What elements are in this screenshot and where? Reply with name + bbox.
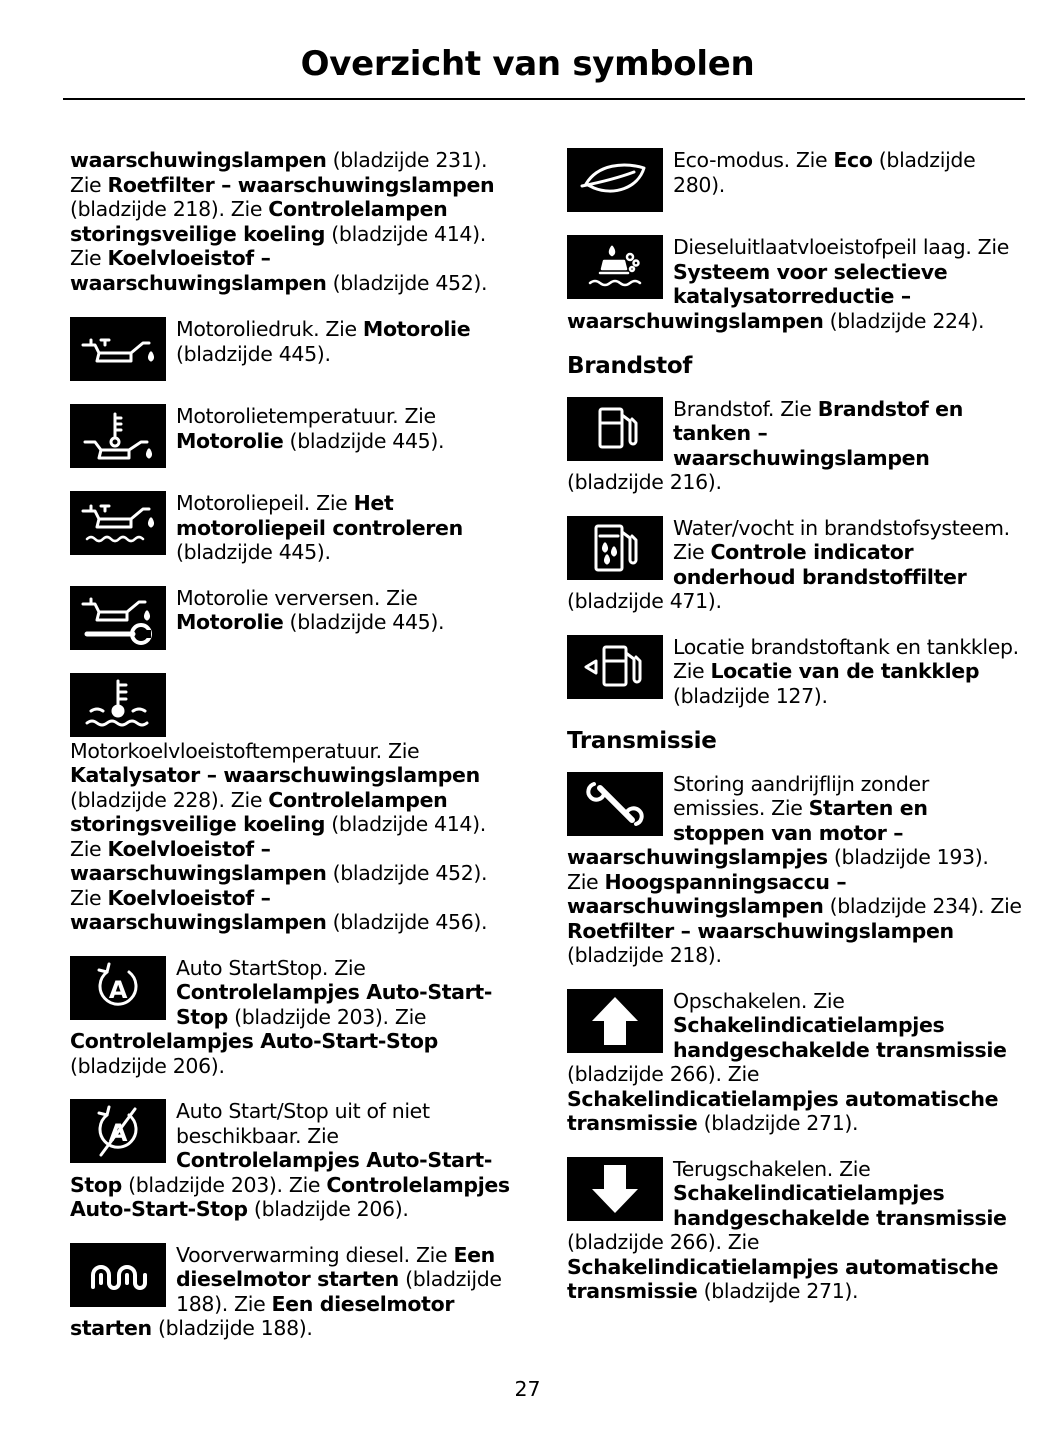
- oil-level-icon: [70, 491, 166, 555]
- symbol-entry-fuel-door: Locatie brandstoftank en tankklep. Zie Locatie van de tankklep (bladzijde 127).: [567, 635, 1022, 709]
- diesel-exhaust-fluid-icon: [567, 235, 663, 299]
- water-in-fuel-icon: [567, 516, 663, 580]
- wrench-icon: [567, 772, 663, 836]
- page-number: 27: [514, 1377, 541, 1401]
- symbol-entry-powertrain-fault: Storing aandrijflijn zonder emissies. Zie Starten en stoppen van motor – waarschuwingslampjes (bladzijde 193). Zie Hoogspanningsaccu – waarschuwingslampen (bladzijde 234). Zie Roetfilter – waarschuwingslampen (bladzijde 218).: [567, 771, 1022, 967]
- section-heading-brandstof: Brandstof: [567, 353, 693, 379]
- symbol-entry-def-low: Dieseluitlaatvloeistofpeil laag. Zie Systeem voor selectieve katalysatorreductie – waarschuwingslampen (bladzijde 224).: [567, 235, 1009, 333]
- symbol-entry-oil-change: Motorolie verversen. Zie Motorolie (bladzijde 445).: [70, 586, 522, 652]
- fuel-pump-icon: [567, 397, 663, 461]
- symbol-entry-fuel: Brandstof. Zie Brandstof en tanken – waarschuwingslampen (bladzijde 216).: [567, 396, 963, 494]
- auto-start-stop-icon: [70, 956, 166, 1020]
- right-column: [567, 148, 1022, 1325]
- shift-down-arrow-icon: [567, 1157, 663, 1221]
- auto-start-stop-off-icon: [70, 1099, 166, 1163]
- symbol-entry-shift-up: Opschakelen. Zie Schakelindicatielampjes handgeschakelde transmissie (bladzijde 266). Zie Schakelindicatielampjes automatische transmissie (bladzijde 271).: [567, 988, 1007, 1135]
- left-column: [70, 148, 522, 1362]
- oil-pressure-icon: [70, 317, 166, 381]
- svg-text:A: A: [108, 1119, 128, 1147]
- symbol-entry-shift-down: Terugschakelen. Zie Schakelindicatielampjes handgeschakelde transmissie (bladzijde 266). Zie Schakelindicatielampjes automatische transmissie (bladzijde 271).: [567, 1156, 1007, 1303]
- symbol-entry-water-in-fuel: Water/vocht in brandstofsysteem. Zie Controle indicator onderhoud brandstoffilter (bladzijde 471).: [567, 515, 1010, 613]
- symbol-entry-coolant-temperature: Motorkoelvloeistoftemperatuur. Zie Katalysator – waarschuwingslampen (bladzijde 228). Zie Controlelampen storingsveilige koeling (bladzijde 414). Zie Koelvloeistof – waarschuwingslampen (bladzijde 452). Zie Koelvloeistof – waarschuwingslampen (bladzijde 456).: [70, 673, 522, 935]
- intro-paragraph: waarschuwingslampen (bladzijde 231). Zie Roetfilter – waarschuwingslampen (bladzijde 218). Zie Controlelampen storingsveilige koeling (bladzijde 414). Zie Koelvloeistof – waarschuwingslampen (bladzijde 452).: [70, 148, 495, 295]
- symbol-entry-auto-startstop-off: A Auto Start/Stop uit of niet beschikbaar. Zie Controlelampjes Auto-Start-Stop (bladzijde 203). Zie Controlelampjes Auto-Start-Stop (bladzijde 206).: [70, 1099, 510, 1221]
- fuel-door-location-icon: [567, 635, 663, 699]
- coolant-temperature-icon: [70, 673, 166, 737]
- section-heading-transmissie: Transmissie: [567, 728, 717, 754]
- eco-leaf-icon: [567, 148, 663, 212]
- oil-change-wrench-icon: [70, 586, 166, 650]
- glow-plug-icon: [70, 1243, 166, 1307]
- symbol-entry-glow-plug: Voorverwarming diesel. Zie Een dieselmotor starten (bladzijde 188). Zie Een dieselmotor starten (bladzijde 188).: [70, 1242, 502, 1340]
- symbol-entry-auto-startstop: A Auto StartStop. Zie Controlelampjes Auto-Start-Stop (bladzijde 203). Zie Controlelampjes Auto-Start-Stop (bladzijde 206).: [70, 955, 493, 1078]
- symbol-entry-oil-pressure: Motoroliedruk. Zie Motorolie (bladzijde 445).: [70, 317, 522, 383]
- symbol-entry-oil-level: Motoroliepeil. Zie Het motoroliepeil controleren (bladzijde 445).: [70, 491, 522, 565]
- symbol-entry-oil-temperature: Motorolietemperatuur. Zie Motorolie (bladzijde 445).: [70, 404, 522, 470]
- page-title: Overzicht van symbolen: [300, 44, 755, 84]
- symbol-entry-eco: Eco-modus. Zie Eco (bladzijde 280).: [567, 148, 1022, 214]
- svg-text:A: A: [108, 975, 128, 1004]
- oil-temperature-icon: [70, 404, 166, 468]
- title-divider: [63, 98, 1025, 100]
- shift-up-arrow-icon: [567, 989, 663, 1053]
